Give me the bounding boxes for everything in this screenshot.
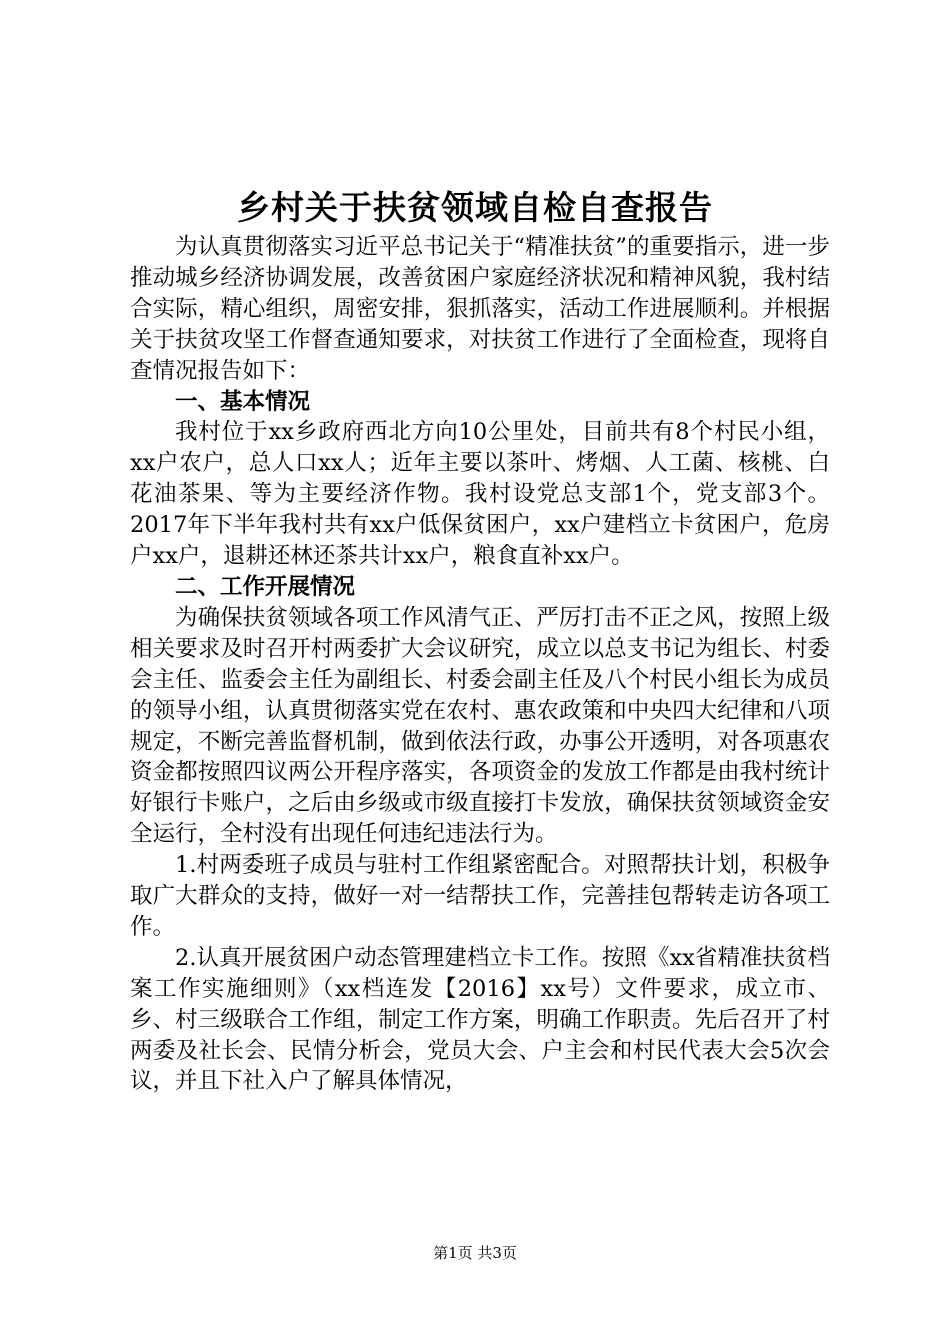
document-title: 乡村关于扶贫领域自检自查报告 <box>237 188 713 227</box>
document-body <box>130 232 830 1097</box>
intro-paragraph: 为认真贯彻落实习近平总书记关于“精准扶贫”的重要指示，进一步推动城乡经济协调发展，改善贫困户家庭经济状况和精神风貌，我村结合实际，精心组织，周密安排，狠抓落实，活动工作进展顺利。并根据关于扶贫攻坚工作督查通知要求，对扶贫工作进行了全面检查，现将自查情况报告如下： <box>130 234 830 384</box>
work-item-2: 2.认真开展贫困户动态管理建档立卡工作。按照《xx省精准扶贫档案工作实施细则》（xx档连发【2016】xx号）文件要求，成立市、乡、村三级联合工作组，制定工作方案，明确工作职责。先后召开了村两委及社长会、民情分析会，党员大会、户主会和村民代表大会5次会议，并且下社入户了解具体情况， <box>130 944 830 1095</box>
basic-info-paragraph: 我村位于xx乡政府西北方向10公里处，目前共有8个村民小组，xx户农户，总人口xx人；近年主要以茶叶、烤烟、人工菌、核桃、白花油茶果、等为主要经济作物。我村设党总支部1个，党支部3个。2017年下半年我村共有xx户低保贫困户，xx户建档立卡贫困户，危房户xx户，退耕还林还茶共计xx户，粮食直补xx户。 <box>130 419 830 570</box>
section-heading-work: 二、工作开展情况 <box>175 573 356 600</box>
work-paragraph: 为确保扶贫领域各项工作风清气正、严厉打击不正之风，按照上级相关要求及时召开村两委扩大会议研究，成立以总支书记为组长、村委会主任、监委会主任为副组长、村委会副主任及八个村民小组长为成员的领导小组，认真贯彻落实党在农村、惠农政策和中央四大纪律和八项规定，不断完善监督机制，做到依法行政，办事公开透明，对各项惠农资金都按照四议两公开程序落实，各项资金的发放工作都是由我村统计好银行卡账户，之后由乡级或市级直接打卡发放，确保扶贫领域资金安全运行，全村没有出现任何违纪违法行为。 <box>130 604 830 848</box>
section-heading-basic: 一、基本情况 <box>175 388 311 415</box>
work-item-1: 1.村两委班子成员与驻村工作组紧密配合。对照帮扶计划，积极争取广大群众的支持，做好一对一结帮扶工作，完善挂包帮转走访各项工作。 <box>130 852 830 940</box>
page-footer: 第1页 共3页 <box>433 1244 517 1262</box>
